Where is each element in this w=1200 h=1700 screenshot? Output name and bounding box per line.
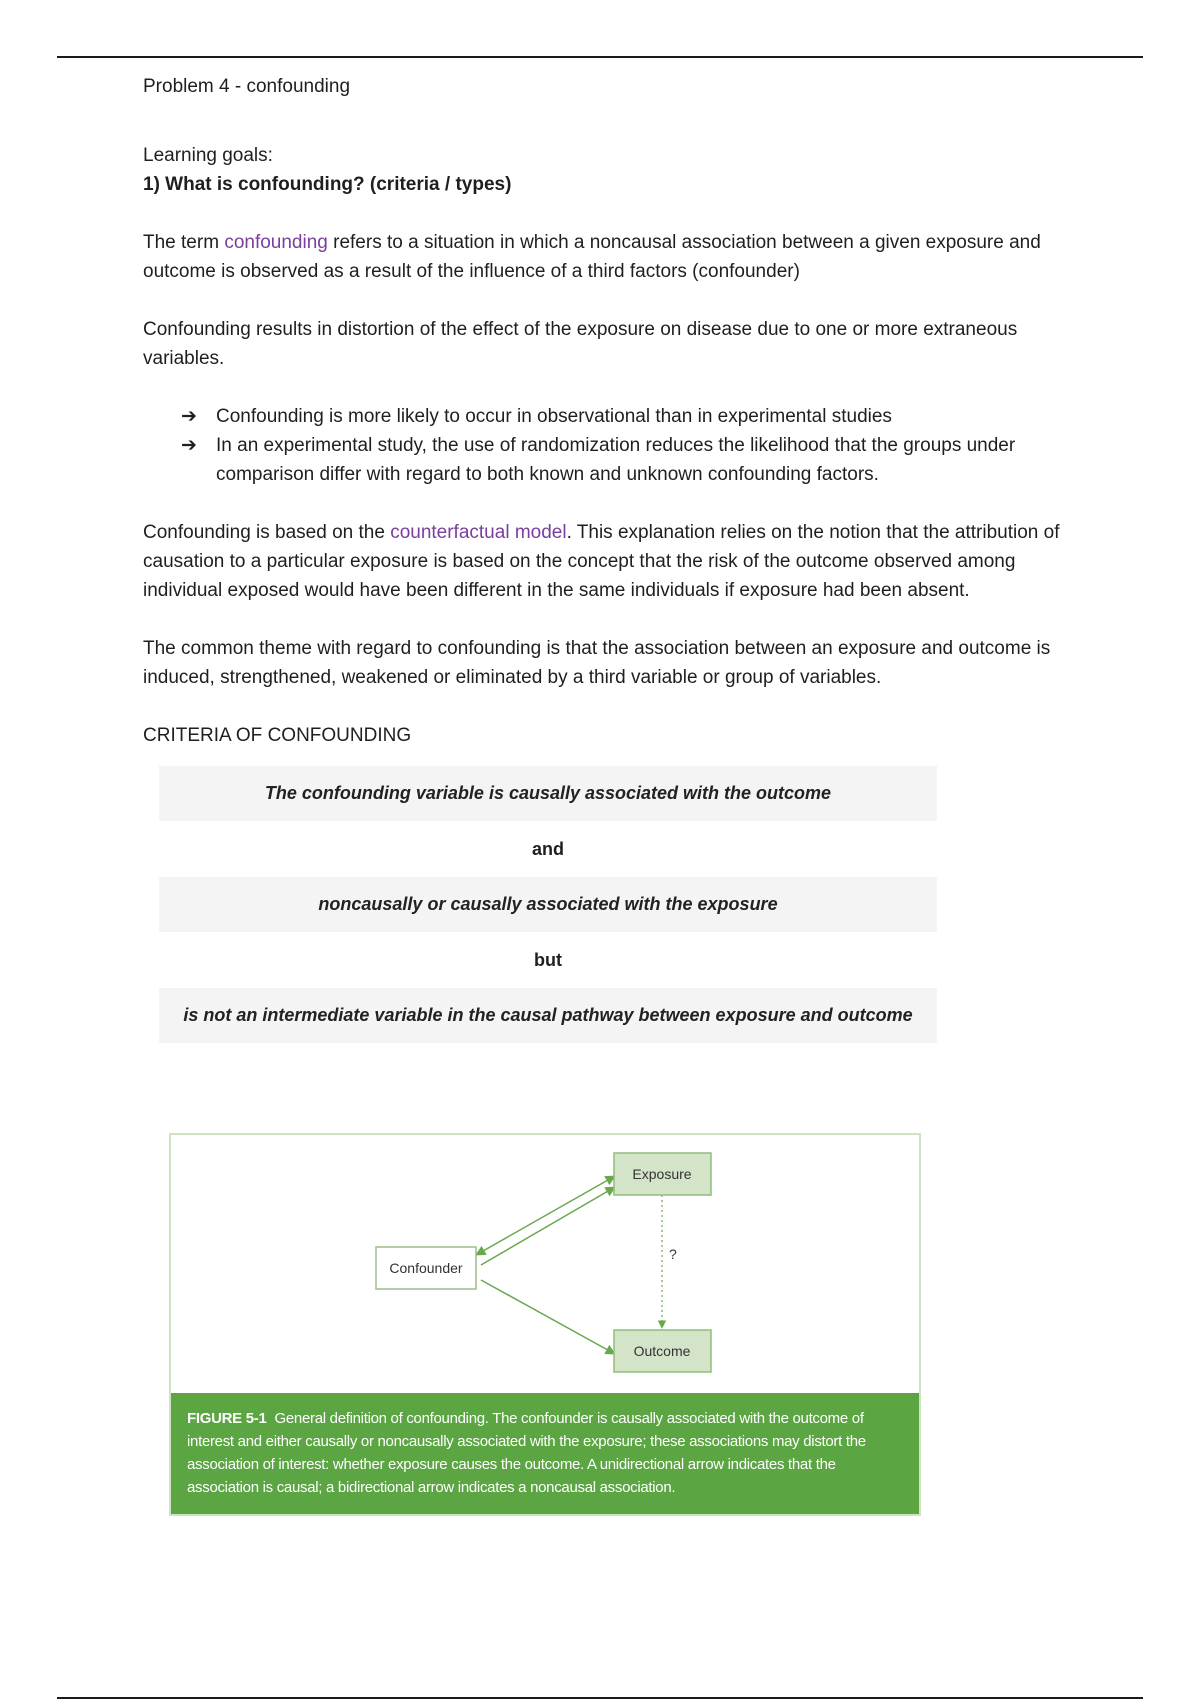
figure-5-1 bbox=[169, 1133, 921, 1516]
learning-goals-label: Learning goals: bbox=[143, 145, 273, 166]
criteria-table bbox=[159, 766, 937, 1043]
term-counterfactual-model: counterfactual model bbox=[390, 522, 567, 543]
exposure-label: Exposure bbox=[632, 1166, 692, 1182]
counterfactual-pre: Confounding is based on the bbox=[143, 522, 391, 543]
bullet-text: Confounding is more likely to occur in observational than in experimental studies bbox=[216, 406, 892, 427]
page-title: Problem 4 - confounding bbox=[143, 76, 351, 97]
figure-label: FIGURE 5-1 bbox=[187, 1410, 267, 1427]
bullet-list bbox=[143, 402, 1063, 489]
counterfactual-post: . This explanation relies on the notion that the attribution of causation to a particular exposure is based on the concept that the risk of the outcome observed among individual exposed would have been different in the same individuals if exposure had been absent. bbox=[143, 522, 1060, 601]
common-theme-paragraph: The common theme with regard to confounding is that the association between an exposure and outcome is induced, strengthened, weakened or eliminated by a third variable or group of variables. bbox=[143, 638, 1051, 688]
criteria-heading: CRITERIA OF CONFOUNDING bbox=[143, 725, 412, 746]
causal-arrow-to-exposure bbox=[481, 1187, 615, 1265]
counterfactual-paragraph bbox=[143, 518, 1063, 605]
list-item bbox=[181, 431, 1063, 489]
confounder-label: Confounder bbox=[389, 1260, 463, 1276]
definition-pre: The term bbox=[143, 232, 225, 253]
criterion-join-but: but bbox=[534, 949, 562, 970]
outcome-label: Outcome bbox=[633, 1343, 691, 1359]
definition-post: refers to a situation in which a noncausal association between a given exposure and outcome is observed as a result of the influence of a third factors (confounder) bbox=[143, 232, 1041, 282]
arrow-right-icon: ➔ bbox=[181, 435, 197, 456]
bottom-rule bbox=[57, 1697, 1143, 1699]
term-confounding: confounding bbox=[224, 232, 328, 253]
figure-caption-text: General definition of confounding. The confounder is causally associated with the outcome of interest and either causally or noncausally associated with the exposure; these associations may distort the association of interest: whether exposure causes the outcome. A unidirectional arrow indicates that the association is causal; a bidirectional arrow indicates a noncausal association. bbox=[187, 1410, 866, 1496]
bidirectional-arrow bbox=[476, 1176, 615, 1255]
figure-caption bbox=[171, 1393, 919, 1514]
confounding-diagram bbox=[171, 1135, 919, 1393]
document-body bbox=[143, 72, 1063, 1043]
criterion-join-and: and bbox=[531, 838, 564, 859]
arrow-right-icon: ➔ bbox=[181, 406, 197, 427]
criterion-2: noncausally or causally associated with the exposure bbox=[159, 877, 937, 932]
question-mark-label: ? bbox=[669, 1246, 677, 1262]
definition-paragraph bbox=[143, 228, 1063, 286]
list-item bbox=[181, 402, 1063, 431]
bullet-text: In an experimental study, the use of randomization reduces the likelihood that the groups under comparison differ with regard to both known and unknown confounding factors. bbox=[216, 435, 1016, 485]
top-rule bbox=[57, 56, 1143, 58]
criterion-1: The confounding variable is causally associated with the outcome bbox=[159, 766, 937, 821]
causal-arrow-to-outcome bbox=[481, 1280, 615, 1354]
criterion-3: is not an intermediate variable in the causal pathway between exposure and outcome bbox=[159, 988, 937, 1043]
distortion-paragraph: Confounding results in distortion of the effect of the exposure on disease due to one or more extraneous variables. bbox=[143, 319, 1018, 369]
learning-goal-1: 1) What is confounding? (criteria / types) bbox=[143, 174, 512, 195]
